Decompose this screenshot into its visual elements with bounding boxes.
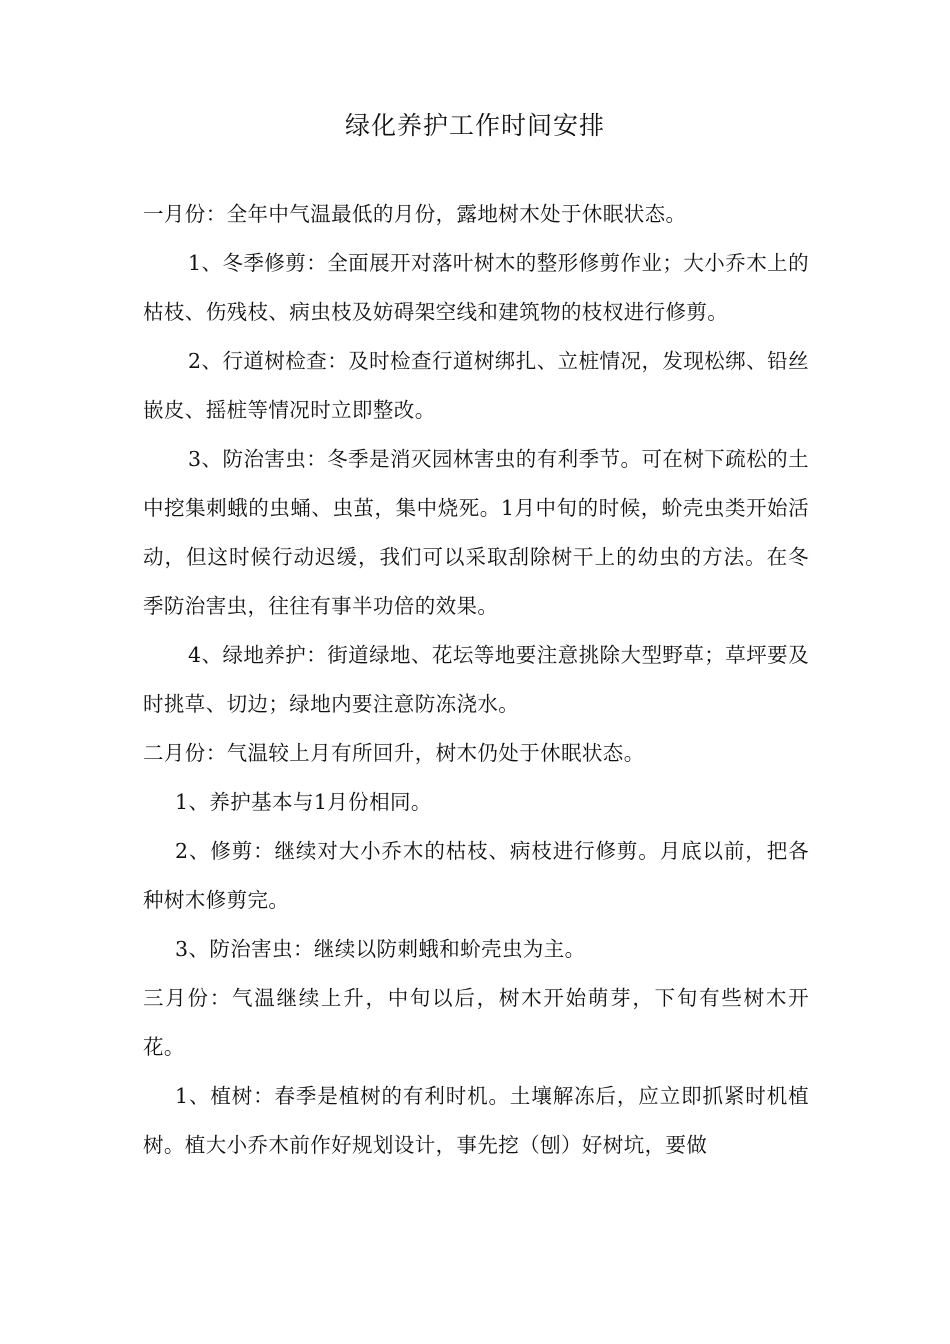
document-title: 绿化养护工作时间安排 (344, 111, 605, 140)
list-item: 1、冬季修剪：全面展开对落叶树木的整形修剪作业；大小乔木上的枯枝、伤残枝、病虫枝及妨碍架空线和建筑物的枝杈进行修剪。 (143, 251, 809, 324)
document-body (143, 190, 809, 1170)
month-heading-january: 一月份：全年中气温最低的月份，露地树木处于休眠状态。 (143, 202, 687, 226)
list-item: 1、植树：春季是植树的有利时机。土壤解冻后，应立即抓紧时机植树。植大小乔木前作好规划设计，事先挖（刨）好树坑，要做 (143, 1084, 809, 1157)
list-item: 2、行道树检查：及时检查行道树绑扎、立桩情况，发现松绑、铅丝嵌皮、摇桩等情况时立即整改。 (143, 349, 809, 422)
month-heading-february: 二月份：气温较上月有所回升，树木仍处于休眠状态。 (143, 741, 645, 765)
month-heading-march: 三月份：气温继续上升，中旬以后，树木开始萌芽，下旬有些树木开花。 (143, 986, 809, 1059)
list-item: 3、防治害虫：冬季是消灭园林害虫的有利季节。可在树下疏松的土中挖集刺蛾的虫蛹、虫茧，集中烧死。1月中旬的时候，蚧壳虫类开始活动，但这时候行动迟缓，我们可以采取刮除树干上的幼虫的方法。在冬季防治害虫，往往有事半功倍的效果。 (143, 447, 809, 618)
list-item: 3、防治害虫：继续以防刺蛾和蚧壳虫为主。 (175, 937, 586, 961)
list-item: 4、绿地养护：街道绿地、花坛等地要注意挑除大型野草；草坪要及时挑草、切边；绿地内要注意防冻浇水。 (143, 643, 809, 716)
list-item: 2、修剪：继续对大小乔木的枯枝、病枝进行修剪。月底以前，把各种树木修剪完。 (143, 839, 809, 912)
list-item: 1、养护基本与1月份相同。 (175, 790, 432, 814)
